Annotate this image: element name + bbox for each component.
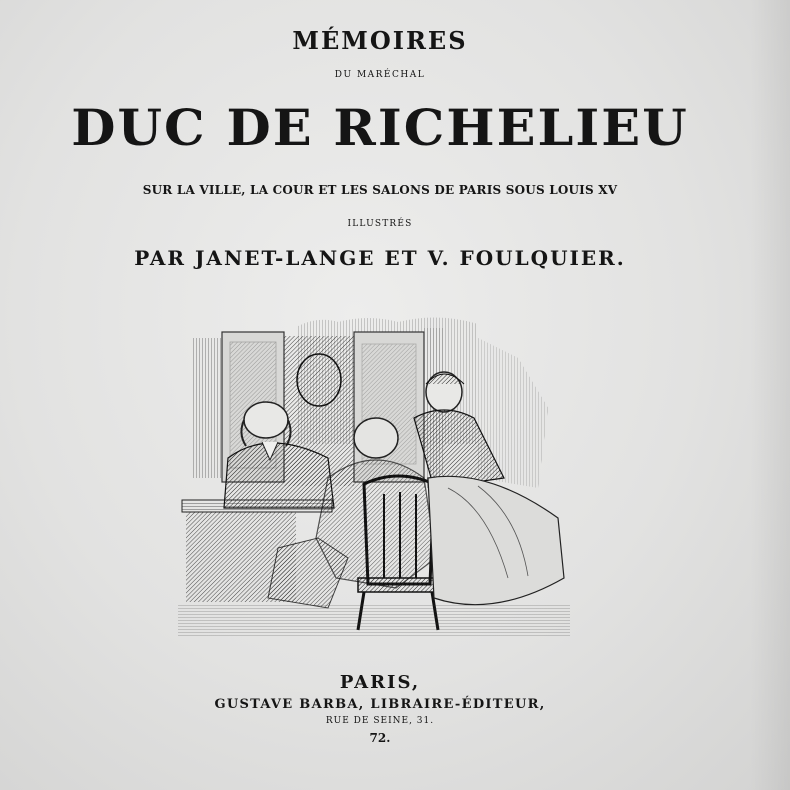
main-title: DUC DE RICHELIEU [71,98,689,157]
imprint-number: 72. [369,731,391,745]
imprint-publisher: GUSTAVE BARBA, LIBRAIRE-ÉDITEUR, [214,697,546,712]
imprint-address: RUE DE SEINE, 31. [325,716,435,726]
imprint-city: PARIS, [339,672,421,693]
subtitle-marechal: DU MARÉCHAL [334,70,426,80]
illustrated-label: ILLUSTRÉS [347,219,413,229]
engraving-interior-scene-icon [178,308,570,636]
subtitle-line: SUR LA VILLE, LA COUR ET LES SALONS DE PARIS SOUS LOUIS XV [142,183,618,197]
title-memoires: MÉMOIRES [292,26,468,55]
illustrators-line: PAR JANET-LANGE ET V. FOULQUIER. [134,246,626,270]
